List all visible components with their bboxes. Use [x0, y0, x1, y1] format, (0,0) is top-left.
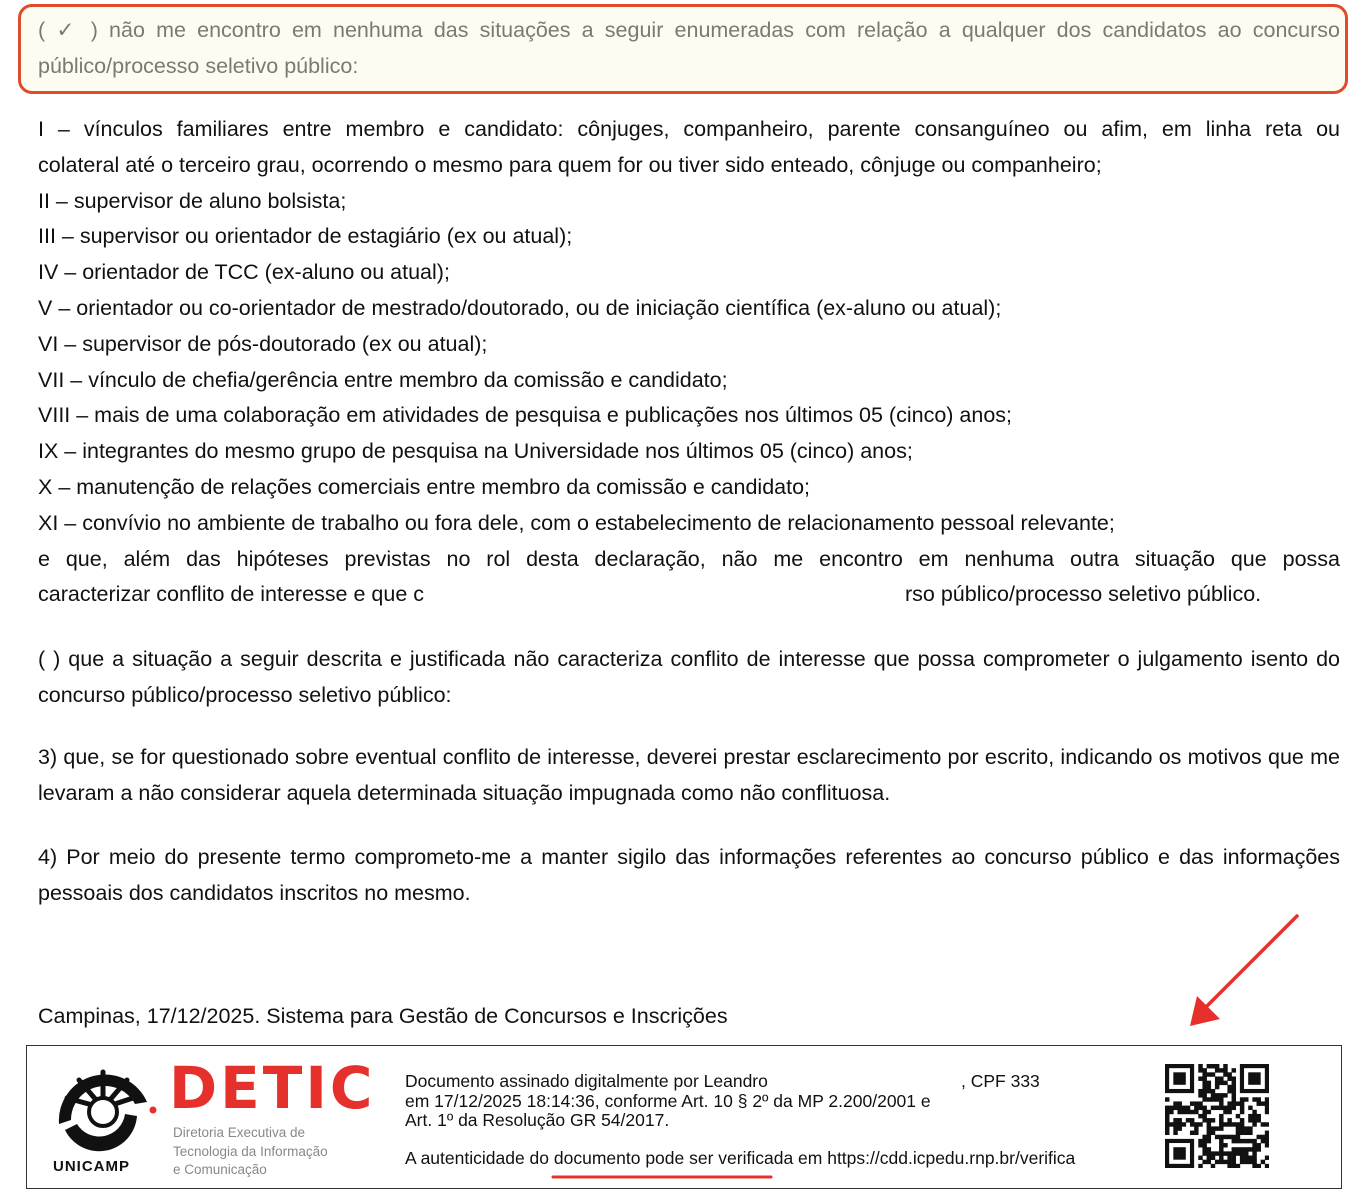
- list-item: I – vínculos familiares entre membro e candidato: cônjuges, companheiro, parente consanguíneo ou afim, em linha reta ou: [38, 117, 1340, 141]
- list-item: V – orientador ou co-orientador de mestrado/doutorado, ou de iniciação científica (ex-aluno ou atual);: [38, 295, 1002, 320]
- list-item: III – supervisor ou orientador de estagiário (ex ou atual);: [38, 224, 573, 249]
- qr-code-icon[interactable]: [1165, 1064, 1269, 1168]
- option-two: ( ) que a situação a seguir descrita e justificada não caracteriza conflito de interesse que possa comprometer o julgamento isento do concurso público/processo seletivo público:: [38, 647, 1340, 707]
- conflict-items-list: [38, 112, 1340, 613]
- signature-details: [405, 1071, 1040, 1131]
- closing-line: e que, além das hipóteses previstas no rol desta declaração, não me encontro em nenhuma outra situação que possa: [38, 546, 1340, 571]
- digital-signature-footer: [26, 1045, 1342, 1189]
- unicamp-label: UNICAMP: [53, 1158, 130, 1175]
- list-item: II – supervisor de aluno bolsista;: [38, 188, 347, 213]
- signed-date: em 17/12/2025 18:14:36, conforme Art. 10 § 2º da MP 2.200/2001 e: [405, 1090, 931, 1111]
- signed-resolution: Art. 1º da Resolução GR 54/2017.: [405, 1110, 670, 1130]
- red-arrow-annotation-icon: [1180, 908, 1305, 1033]
- closing-line-end: rso público/processo seletivo público.: [905, 582, 1262, 607]
- signed-by: Documento assinado digitalmente por Leandro: [405, 1071, 768, 1091]
- detic-logo-wordmark: DETIC: [169, 1054, 376, 1122]
- list-item: IV – orientador de TCC (ex-aluno ou atual);: [38, 260, 450, 285]
- list-item: VII – vínculo de chefia/gerência entre membro da comissão e candidato;: [38, 367, 728, 392]
- list-item: X – manutenção de relações comerciais entre membro da comissão e candidato;: [38, 474, 811, 499]
- cpf: , CPF 333: [961, 1071, 1040, 1091]
- unicamp-logo-icon: [53, 1062, 157, 1154]
- paragraph-four: 4) Por meio do presente termo comprometo-me a manter sigilo das informações referentes ao concurso público e das informações pessoais dos candidatos inscritos no mesmo.: [38, 845, 1340, 905]
- detic-subtitle: Diretoria Executiva de Tecnologia da Informação e Comunicação: [173, 1125, 328, 1177]
- verification-line: A autenticidade do documento pode ser verificada em https://cdd.icpedu.rnp.br/verifica: [405, 1148, 1076, 1168]
- closing-line-partial: [38, 577, 1340, 613]
- paragraph-three: 3) que, se for questionado sobre eventual conflito de interesse, deverei prestar esclarecimento por escrito, indicando os motivos que me levaram a não considerar aquela determinada situação impugnada como não conflituosa.: [38, 745, 1340, 805]
- closing-line-start: caracterizar conflito de interesse e que c: [38, 582, 425, 607]
- list-item: VI – supervisor de pós-doutorado (ex ou atual);: [38, 331, 488, 356]
- link-underline-annotation: [551, 1174, 773, 1180]
- list-item: XI – convívio no ambiente de trabalho ou fora dele, com o estabelecimento de relacionamento pessoal relevante;: [38, 510, 1115, 535]
- list-item: VIII – mais de uma colaboração em atividades de pesquisa e publicações nos últimos 05 (cinco) anos;: [38, 403, 1013, 428]
- declaration-option-checked: ( ✓ ) não me encontro em nenhuma das situações a seguir enumeradas com relação a qualquer dos candidatos ao concurso público/processo seletivo público:: [38, 18, 1340, 78]
- verification-link[interactable]: cdd.icpedu.rnp.br/verifica: [879, 1148, 1076, 1168]
- list-item: IX – integrantes do mesmo grupo de pesquisa na Universidade nos últimos 05 (cinco) anos;: [38, 439, 913, 464]
- city-date-line: Campinas, 17/12/2025. Sistema para Gestão de Concursos e Inscrições: [38, 1004, 728, 1028]
- list-item: colateral até o terceiro grau, ocorrendo o mesmo para quem for ou tiver sido enteado, cônjuge ou companheiro;: [38, 152, 1102, 177]
